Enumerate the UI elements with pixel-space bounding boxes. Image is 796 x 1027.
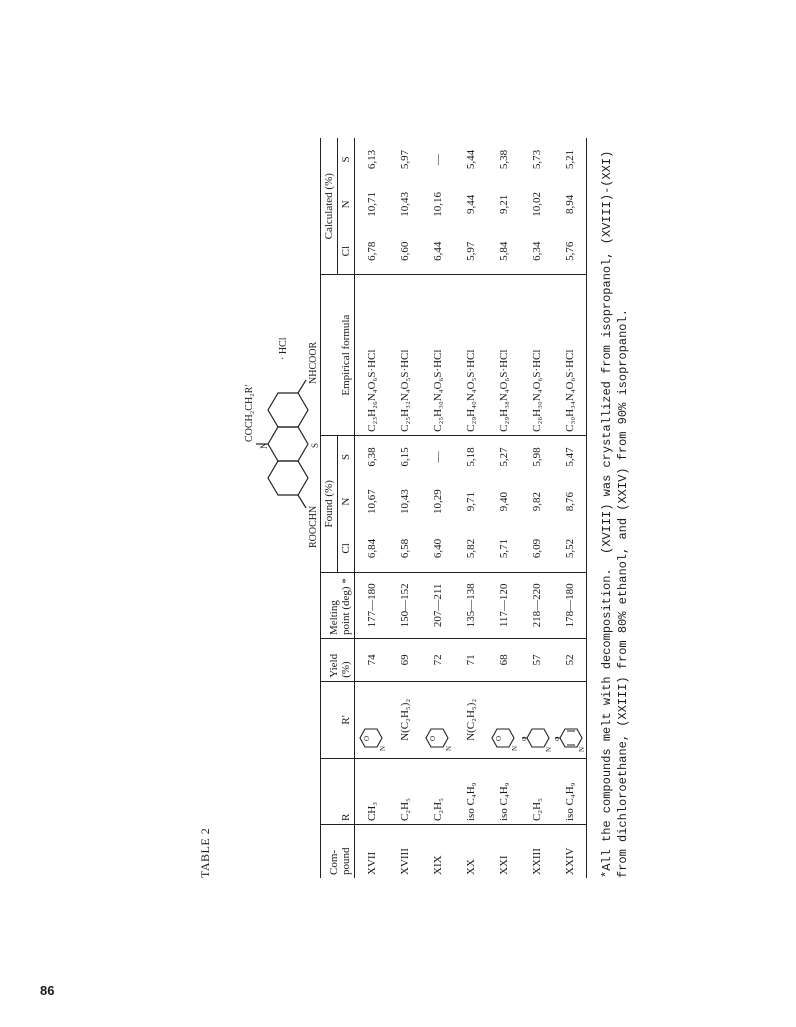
cell-calc-cl: 6,78 [355, 228, 389, 275]
header-found-s: S [338, 435, 355, 478]
table-row [454, 138, 487, 878]
cell-found-n: 9,40 [497, 492, 510, 512]
header-yield: Yield (%) [321, 639, 355, 682]
structure-label-left: ROOCHN [308, 505, 319, 548]
svg-text:N: N [577, 746, 586, 752]
cell-r: C₂H₅ [421, 758, 454, 824]
cell-formula: C₃₀H₃₄N₄O₆S·HCl [553, 275, 587, 435]
table-row [553, 138, 587, 878]
structure-atom-s: S [310, 442, 320, 448]
cell-compound: XVIII [398, 848, 411, 875]
cell-found-s: 5,18 [464, 447, 477, 467]
footnote-line-2: from dichloroethane, (XXIII) from 80% ethanol, and (XXIV) from 90% isopropanol. [616, 309, 630, 878]
svg-text:O: O [554, 736, 561, 741]
cell-found-cl: 5,82 [454, 525, 487, 572]
cell-formula: C₂₉H₃₈N₄O₆S·HCl [487, 275, 520, 435]
cell-yield: 72 [421, 639, 454, 682]
svg-text:O: O [494, 735, 503, 741]
cell-calc-n: 10,43 [398, 192, 411, 217]
cell-calc-n: 10,71 [365, 192, 378, 217]
cell-compound: XIX [431, 855, 444, 875]
cell-r: C₂H₅ [520, 758, 553, 824]
structure-atom-n: N [259, 442, 269, 449]
table-caption: TABLE 2 [198, 827, 212, 878]
cell-compound: XXI [497, 855, 510, 875]
footnote [599, 138, 631, 878]
cell-r: iso C₄H₉ [553, 758, 587, 824]
data-table-wrapper [320, 138, 631, 878]
structure-side-chain: COCH₂CH₂R′ [244, 384, 255, 442]
cell-formula: C₂₅H₃₀N₄O₆S·HCl [421, 275, 454, 435]
cell-calc-n: 10,16 [431, 192, 444, 217]
cell-compound: XX [464, 859, 477, 875]
svg-text:N: N [444, 745, 453, 751]
cell-calc-cl: 6,44 [421, 228, 454, 275]
cell-yield: 74 [355, 639, 389, 682]
rotated-table-block [190, 120, 630, 900]
cell-found-cl: 6,09 [520, 525, 553, 572]
cell-found-n: 10,43 [398, 489, 411, 515]
page-number: 86 [40, 983, 55, 998]
cell-calc-n: 10,02 [530, 192, 543, 217]
table-body [355, 138, 587, 878]
header-empirical-formula: Empirical formula [321, 275, 355, 435]
cell-r: iso C₄H₉ [487, 758, 520, 824]
header-r: R [321, 758, 355, 824]
header-melting-point: Melting point (deg) * [321, 572, 355, 638]
cell-r: CH₃ [355, 758, 389, 824]
cell-calc-s: 6,13 [365, 149, 378, 170]
cell-found-n: 10,67 [365, 489, 378, 515]
footnote-line-1: *All the compounds melt with decomposition. (XVIII) was crystallized from isopropanol, (XVIII)-(XXI) [600, 150, 614, 878]
cell-found-n: 9,71 [464, 492, 477, 512]
cell-calc-cl: 5,84 [487, 228, 520, 275]
header-found-cl: Cl [338, 525, 355, 572]
cell-yield: 71 [454, 639, 487, 682]
cell-formula: C₂₆H₃₀N₄O₆S·HCl [520, 275, 553, 435]
cell-r: iso C₄H₉ [454, 758, 487, 824]
4-oxopiperidino-ring-icon [522, 685, 552, 755]
cell-compound: XXIV [553, 825, 587, 878]
cell-found-cl: 5,52 [553, 525, 587, 572]
svg-text:N: N [544, 746, 553, 752]
cell-calc-cl: 6,34 [520, 228, 553, 275]
header-compound: Com- pound [321, 825, 355, 878]
header-found: Found (%) [321, 435, 338, 572]
cell-r-prime: N(C₂H₅)₂ [454, 681, 487, 758]
cell-found-s: 6,15 [398, 447, 411, 467]
cell-found-s: 5,98 [530, 447, 543, 467]
cell-r-prime: N(C₂H₅)₂ [388, 681, 421, 758]
cell-formula: C₂₃H₂₆N₄O₆S·HCl [355, 275, 389, 435]
structure-salt: · HCl [278, 337, 289, 360]
table-row [520, 138, 553, 878]
cell-r-prime [487, 681, 520, 758]
cell-found-n: 9,82 [530, 492, 543, 512]
cell-calc-s: 5,38 [497, 149, 510, 170]
cell-compound: XVII [365, 851, 378, 875]
cell-r-prime [520, 681, 553, 758]
cell-yield: 68 [487, 639, 520, 682]
cell-calc-s: 5,21 [553, 138, 587, 181]
compound-data-table [320, 138, 587, 878]
cell-found-s: 5,47 [553, 435, 587, 478]
header-calc-s: S [338, 138, 355, 181]
cell-found-cl: 6,84 [355, 525, 389, 572]
cell-melting-point: 135—138 [454, 572, 487, 638]
cell-formula: C₂₉H₄₀N₄O₅S·HCl [454, 275, 487, 435]
cell-melting-point: 117—120 [487, 572, 520, 638]
cell-yield: 57 [520, 639, 553, 682]
cell-found-s: — [431, 451, 444, 463]
table-row [388, 138, 421, 878]
cell-calc-n: 8,94 [553, 181, 587, 228]
table-row [355, 138, 389, 878]
cell-found-s: 5,27 [497, 447, 510, 467]
cell-melting-point: 178—180 [553, 572, 587, 638]
header-calc-n: N [338, 181, 355, 228]
cell-r-prime [553, 681, 587, 758]
cell-formula: C₂₅H₃₂N₄O₅S·HCl [388, 275, 421, 435]
morpholino-ring-icon [423, 685, 453, 755]
cell-melting-point: 177—180 [355, 572, 389, 638]
cell-found-cl: 6,58 [388, 525, 421, 572]
cell-calc-cl: 5,97 [454, 228, 487, 275]
cell-r-prime [355, 681, 389, 758]
table-row [487, 138, 520, 878]
cell-found-cl: 5,71 [487, 525, 520, 572]
cell-melting-point: 150—152 [388, 572, 421, 638]
cell-found-n: 10,29 [431, 489, 444, 515]
header-calculated: Calculated (%) [321, 138, 338, 275]
svg-text:O: O [428, 735, 437, 741]
header-found-n: N [338, 478, 355, 525]
cell-found-n: 8,76 [553, 478, 587, 525]
cell-calc-cl: 5,76 [553, 228, 587, 275]
cell-melting-point: 207—211 [421, 572, 454, 638]
cell-calc-s: 5,44 [464, 149, 477, 170]
svg-text:N: N [510, 745, 519, 751]
cell-r: C₂H₅ [388, 758, 421, 824]
cell-calc-s: — [431, 153, 444, 165]
4-oxopyridyl-ring-icon [555, 685, 585, 755]
cell-yield: 69 [388, 639, 421, 682]
svg-text:O: O [362, 735, 371, 741]
morpholino-ring-icon [357, 685, 387, 755]
cell-yield: 52 [553, 639, 587, 682]
header-calc-cl: Cl [338, 228, 355, 275]
cell-melting-point: 218—220 [520, 572, 553, 638]
cell-calc-n: 9,21 [497, 194, 510, 215]
cell-calc-cl: 6,60 [388, 228, 421, 275]
header-r-prime: R′ [321, 681, 355, 758]
morpholino-ring-icon [489, 685, 519, 755]
cell-calc-n: 9,44 [464, 194, 477, 215]
cell-found-cl: 6,40 [421, 525, 454, 572]
table-row [421, 138, 454, 878]
svg-text:N: N [378, 745, 387, 751]
structure-label-right: NHCOOR [308, 341, 319, 384]
svg-text:O: O [521, 736, 528, 741]
cell-calc-s: 5,73 [530, 149, 543, 170]
cell-calc-s: 5,97 [398, 149, 411, 170]
cell-compound: XXIII [530, 848, 543, 875]
cell-found-s: 6,38 [365, 447, 378, 467]
cell-r-prime [421, 681, 454, 758]
